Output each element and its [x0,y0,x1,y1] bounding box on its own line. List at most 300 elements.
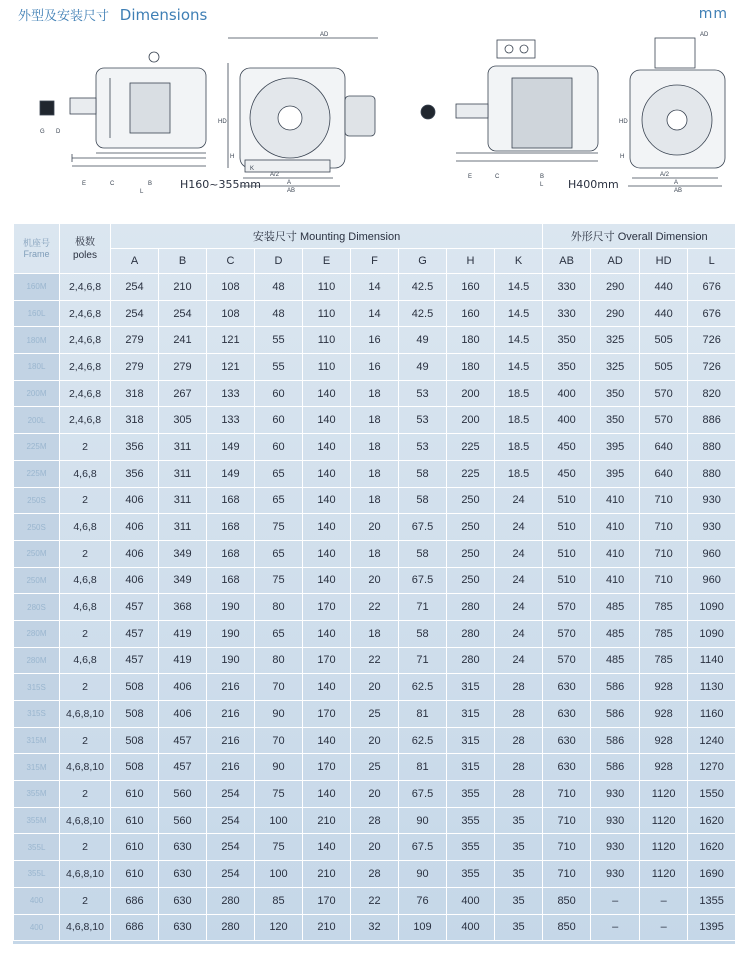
value-cell: 508 [111,727,159,754]
motor-drawings-svg [0,28,750,216]
label-ad-1: AD [320,32,329,38]
frame-cell: 355L [14,861,60,888]
label-c-1: C [110,181,115,187]
value-cell: 1130 [688,674,736,701]
label-b-1: B [148,181,153,187]
table-row [14,647,736,674]
value-cell: 140 [303,674,351,701]
value-cell: 241 [159,327,207,354]
table-row [14,327,736,354]
frame-cell: 200M [14,380,60,407]
value-cell: 330 [543,274,591,301]
value-cell: 250 [447,567,495,594]
value-cell: 290 [591,274,640,301]
poles-cell: 4,6,8,10 [60,754,111,781]
value-cell: 140 [303,407,351,434]
value-cell: 960 [688,540,736,567]
value-cell: 133 [207,407,255,434]
value-cell: 610 [111,781,159,808]
value-cell: 28 [495,781,543,808]
value-cell: 35 [495,914,543,941]
value-cell: 640 [640,460,688,487]
value-cell: 22 [351,647,399,674]
value-cell: 140 [303,487,351,514]
value-cell: 560 [159,807,207,834]
value-cell: 710 [543,834,591,861]
value-cell: 315 [447,701,495,728]
value-cell: 290 [591,300,640,327]
value-cell: 406 [159,674,207,701]
value-cell: 18.5 [495,434,543,461]
label-c-2: C [495,174,500,180]
value-cell: 510 [543,567,591,594]
value-cell: 315 [447,727,495,754]
value-cell: 48 [255,274,303,301]
value-cell: 100 [255,807,303,834]
value-cell: 630 [159,861,207,888]
value-cell: 200 [447,380,495,407]
value-cell: 14.5 [495,327,543,354]
value-cell: 630 [543,701,591,728]
value-cell: 318 [111,380,159,407]
value-cell: 90 [255,754,303,781]
value-cell: 18 [351,487,399,514]
value-cell: 28 [495,674,543,701]
value-cell: 880 [688,460,736,487]
poles-cell: 2,4,6,8 [60,354,111,381]
value-cell: 726 [688,354,736,381]
value-cell: 410 [591,514,640,541]
label-e-1: E [82,181,87,187]
value-cell: 1240 [688,727,736,754]
value-cell: 65 [255,460,303,487]
value-cell: 60 [255,380,303,407]
value-cell: 457 [111,594,159,621]
header-col: G [399,249,447,274]
value-cell: 120 [255,914,303,941]
value-cell: 210 [303,807,351,834]
label-h-2: H [620,154,625,160]
table-row [14,781,736,808]
value-cell: 570 [640,407,688,434]
dimension-table-wrap [13,223,735,944]
value-cell: 168 [207,567,255,594]
frame-cell: 180M [14,327,60,354]
value-cell: 71 [399,594,447,621]
frame-cell: 355M [14,807,60,834]
value-cell: 250 [447,487,495,514]
value-cell: 140 [303,540,351,567]
value-cell: 368 [159,594,207,621]
value-cell: 75 [255,514,303,541]
value-cell: 100 [255,861,303,888]
value-cell: 350 [543,327,591,354]
poles-cell: 4,6,8 [60,460,111,487]
page-title-cn: 外型及安装尺寸 [18,9,110,24]
value-cell: 18.5 [495,380,543,407]
value-cell: 419 [159,647,207,674]
value-cell: 75 [255,781,303,808]
value-cell: 1140 [688,647,736,674]
value-cell: 190 [207,594,255,621]
value-cell: 18 [351,407,399,434]
header-col: H [447,249,495,274]
value-cell: 121 [207,327,255,354]
frame-cell: 280M [14,647,60,674]
value-cell: 686 [111,914,159,941]
value-cell: 726 [688,327,736,354]
value-cell: 880 [688,434,736,461]
value-cell: 457 [159,754,207,781]
value-cell: 406 [111,514,159,541]
value-cell: 850 [543,887,591,914]
value-cell: 16 [351,327,399,354]
value-cell: 1160 [688,701,736,728]
value-cell: 121 [207,354,255,381]
frame-cell: 180L [14,354,60,381]
value-cell: 350 [543,354,591,381]
header-frame-cn: 机座号 [22,237,50,248]
value-cell: 53 [399,434,447,461]
value-cell: 14.5 [495,354,543,381]
value-cell: 400 [447,887,495,914]
value-cell: 440 [640,300,688,327]
value-cell: 170 [303,887,351,914]
drawing-caption-2: H400mm [568,178,619,191]
value-cell: 180 [447,354,495,381]
poles-cell: 2,4,6,8 [60,300,111,327]
frame-cell: 400 [14,914,60,941]
table-row [14,727,736,754]
value-cell: 18 [351,434,399,461]
value-cell: 90 [399,861,447,888]
value-cell: 28 [351,861,399,888]
value-cell: 1355 [688,887,736,914]
value-cell: 279 [111,354,159,381]
value-cell: 22 [351,594,399,621]
value-cell: 110 [303,300,351,327]
page-title [18,5,207,24]
value-cell: 200 [447,407,495,434]
value-cell: 42.5 [399,300,447,327]
value-cell: 457 [159,727,207,754]
value-cell: 610 [111,834,159,861]
value-cell: 53 [399,407,447,434]
value-cell: 1120 [640,781,688,808]
value-cell: 210 [159,274,207,301]
table-row [14,380,736,407]
dimension-table [13,223,736,941]
table-row [14,354,736,381]
value-cell: 62.5 [399,674,447,701]
label-b-2: B [540,174,545,180]
value-cell: 216 [207,754,255,781]
value-cell: 485 [591,620,640,647]
value-cell: 49 [399,354,447,381]
frame-cell: 315M [14,727,60,754]
value-cell: 820 [688,380,736,407]
value-cell: 710 [640,487,688,514]
frame-cell: 250M [14,567,60,594]
header-col: AB [543,249,591,274]
value-cell: 53 [399,380,447,407]
value-cell: 1270 [688,754,736,781]
value-cell: 140 [303,434,351,461]
header-col: K [495,249,543,274]
poles-cell: 4,6,8 [60,647,111,674]
value-cell: 510 [543,540,591,567]
label-a-1: A [287,180,292,186]
value-cell: 315 [447,674,495,701]
value-cell: 1120 [640,834,688,861]
value-cell: 35 [495,887,543,914]
value-cell: 60 [255,434,303,461]
value-cell: 20 [351,514,399,541]
value-cell: 216 [207,727,255,754]
value-cell: 311 [159,460,207,487]
value-cell: 710 [543,781,591,808]
frame-cell: 160M [14,274,60,301]
header-col: AD [591,249,640,274]
value-cell: 280 [447,594,495,621]
poles-cell: 2 [60,887,111,914]
drawing-caption-1: H160~355mm [180,178,261,191]
value-cell: 140 [303,460,351,487]
value-cell: 508 [111,754,159,781]
poles-cell: 2 [60,834,111,861]
label-d-1: D [56,129,61,135]
value-cell: 170 [303,647,351,674]
value-cell: 25 [351,701,399,728]
value-cell: 20 [351,727,399,754]
value-cell: 48 [255,300,303,327]
value-cell: 400 [447,914,495,941]
value-cell: 508 [111,701,159,728]
value-cell: 140 [303,514,351,541]
value-cell: 267 [159,380,207,407]
value-cell: 311 [159,514,207,541]
value-cell: 485 [591,594,640,621]
value-cell: 62.5 [399,727,447,754]
value-cell: 280 [447,647,495,674]
value-cell: 133 [207,380,255,407]
value-cell: 18 [351,380,399,407]
frame-cell: 250S [14,514,60,541]
value-cell: 210 [303,861,351,888]
value-cell: 630 [159,914,207,941]
value-cell: 108 [207,274,255,301]
value-cell: 28 [495,727,543,754]
value-cell: 25 [351,754,399,781]
value-cell: 14.5 [495,300,543,327]
value-cell: 785 [640,594,688,621]
value-cell: 216 [207,674,255,701]
value-cell: 630 [159,887,207,914]
value-cell: 686 [111,887,159,914]
poles-cell: 2 [60,487,111,514]
value-cell: 75 [255,834,303,861]
value-cell: 254 [159,300,207,327]
value-cell: 640 [640,434,688,461]
value-cell: 710 [640,540,688,567]
value-cell: 279 [159,354,207,381]
value-cell: 886 [688,407,736,434]
table-row [14,914,736,941]
table-row [14,300,736,327]
value-cell: 55 [255,327,303,354]
value-cell: 318 [111,407,159,434]
poles-cell: 4,6,8 [60,594,111,621]
value-cell: 355 [447,861,495,888]
frame-cell: 315S [14,674,60,701]
value-cell: 250 [447,540,495,567]
value-cell: 349 [159,540,207,567]
label-ab-2: AB [674,188,683,194]
header-overall-group: 外形尺寸 Overall Dimension [543,224,736,249]
value-cell: 570 [543,620,591,647]
value-cell: 349 [159,567,207,594]
header-mounting-group: 安装尺寸 Mounting Dimension [111,224,543,249]
poles-cell: 4,6,8,10 [60,701,111,728]
value-cell: 570 [543,647,591,674]
header-col: D [255,249,303,274]
value-cell: 710 [640,567,688,594]
value-cell: 58 [399,620,447,647]
value-cell: 28 [351,807,399,834]
label-g-1: G [40,129,45,135]
value-cell: 355 [447,834,495,861]
value-cell: 457 [111,647,159,674]
value-cell: 24 [495,487,543,514]
motor-front-view-2 [628,38,725,186]
value-cell: 930 [591,781,640,808]
label-a-2: A [674,180,679,186]
value-cell: 140 [303,834,351,861]
poles-cell: 2,4,6,8 [60,327,111,354]
poles-cell: 2 [60,781,111,808]
value-cell: 18 [351,540,399,567]
value-cell: 395 [591,460,640,487]
header-col: L [688,249,736,274]
header-poles-en: poles [73,249,97,261]
value-cell: 710 [543,807,591,834]
value-cell: 930 [591,834,640,861]
value-cell: 55 [255,354,303,381]
value-cell: 14 [351,274,399,301]
value-cell: 586 [591,727,640,754]
poles-cell: 2 [60,434,111,461]
value-cell: 58 [399,487,447,514]
value-cell: 1120 [640,861,688,888]
table-row [14,514,736,541]
value-cell: 356 [111,434,159,461]
value-cell: 254 [207,861,255,888]
poles-cell: 2 [60,727,111,754]
value-cell: 355 [447,807,495,834]
value-cell: 785 [640,620,688,647]
value-cell: 710 [640,514,688,541]
value-cell: 85 [255,887,303,914]
label-hd-2: HD [619,119,628,125]
value-cell: 928 [640,701,688,728]
value-cell: 570 [543,594,591,621]
table-row [14,754,736,781]
value-cell: 930 [591,807,640,834]
value-cell: 67.5 [399,834,447,861]
value-cell: 1090 [688,620,736,647]
value-cell: 225 [447,460,495,487]
value-cell: 400 [543,407,591,434]
poles-cell: 4,6,8,10 [60,861,111,888]
frame-cell: 160L [14,300,60,327]
value-cell: 80 [255,594,303,621]
motor-side-view-1 [40,52,206,166]
value-cell: 586 [591,754,640,781]
value-cell: 508 [111,674,159,701]
value-cell: 355 [447,781,495,808]
value-cell: 90 [255,701,303,728]
value-cell: 14 [351,300,399,327]
poles-cell: 2,4,6,8 [60,407,111,434]
value-cell: 406 [159,701,207,728]
value-cell: 630 [543,674,591,701]
value-cell: 457 [111,620,159,647]
poles-cell: 4,6,8,10 [60,807,111,834]
table-header [14,224,736,274]
value-cell: 160 [447,300,495,327]
value-cell: 960 [688,567,736,594]
header-col: HD [640,249,688,274]
value-cell: 190 [207,620,255,647]
value-cell: 190 [207,647,255,674]
value-cell: 65 [255,487,303,514]
value-cell: – [591,914,640,941]
value-cell: 406 [111,567,159,594]
value-cell: 35 [495,834,543,861]
value-cell: 450 [543,434,591,461]
label-a2-2: A/2 [660,172,670,178]
value-cell: 58 [399,460,447,487]
value-cell: 586 [591,701,640,728]
value-cell: 210 [303,914,351,941]
value-cell: 930 [591,861,640,888]
value-cell: 850 [543,914,591,941]
table-row [14,274,736,301]
value-cell: 406 [111,540,159,567]
value-cell: 20 [351,674,399,701]
value-cell: – [591,887,640,914]
frame-cell: 225M [14,434,60,461]
unit-label: mm [698,6,728,22]
value-cell: 930 [688,514,736,541]
value-cell: 505 [640,354,688,381]
label-ab-1: AB [287,188,296,194]
value-cell: 280 [207,887,255,914]
value-cell: 35 [495,807,543,834]
value-cell: 419 [159,620,207,647]
header-frame [14,224,60,274]
value-cell: 280 [447,620,495,647]
value-cell: 610 [111,807,159,834]
value-cell: 20 [351,781,399,808]
value-cell: 81 [399,701,447,728]
value-cell: 149 [207,434,255,461]
value-cell: 140 [303,620,351,647]
dimension-drawings [0,28,750,216]
value-cell: 710 [543,861,591,888]
value-cell: 279 [111,327,159,354]
table-row [14,701,736,728]
